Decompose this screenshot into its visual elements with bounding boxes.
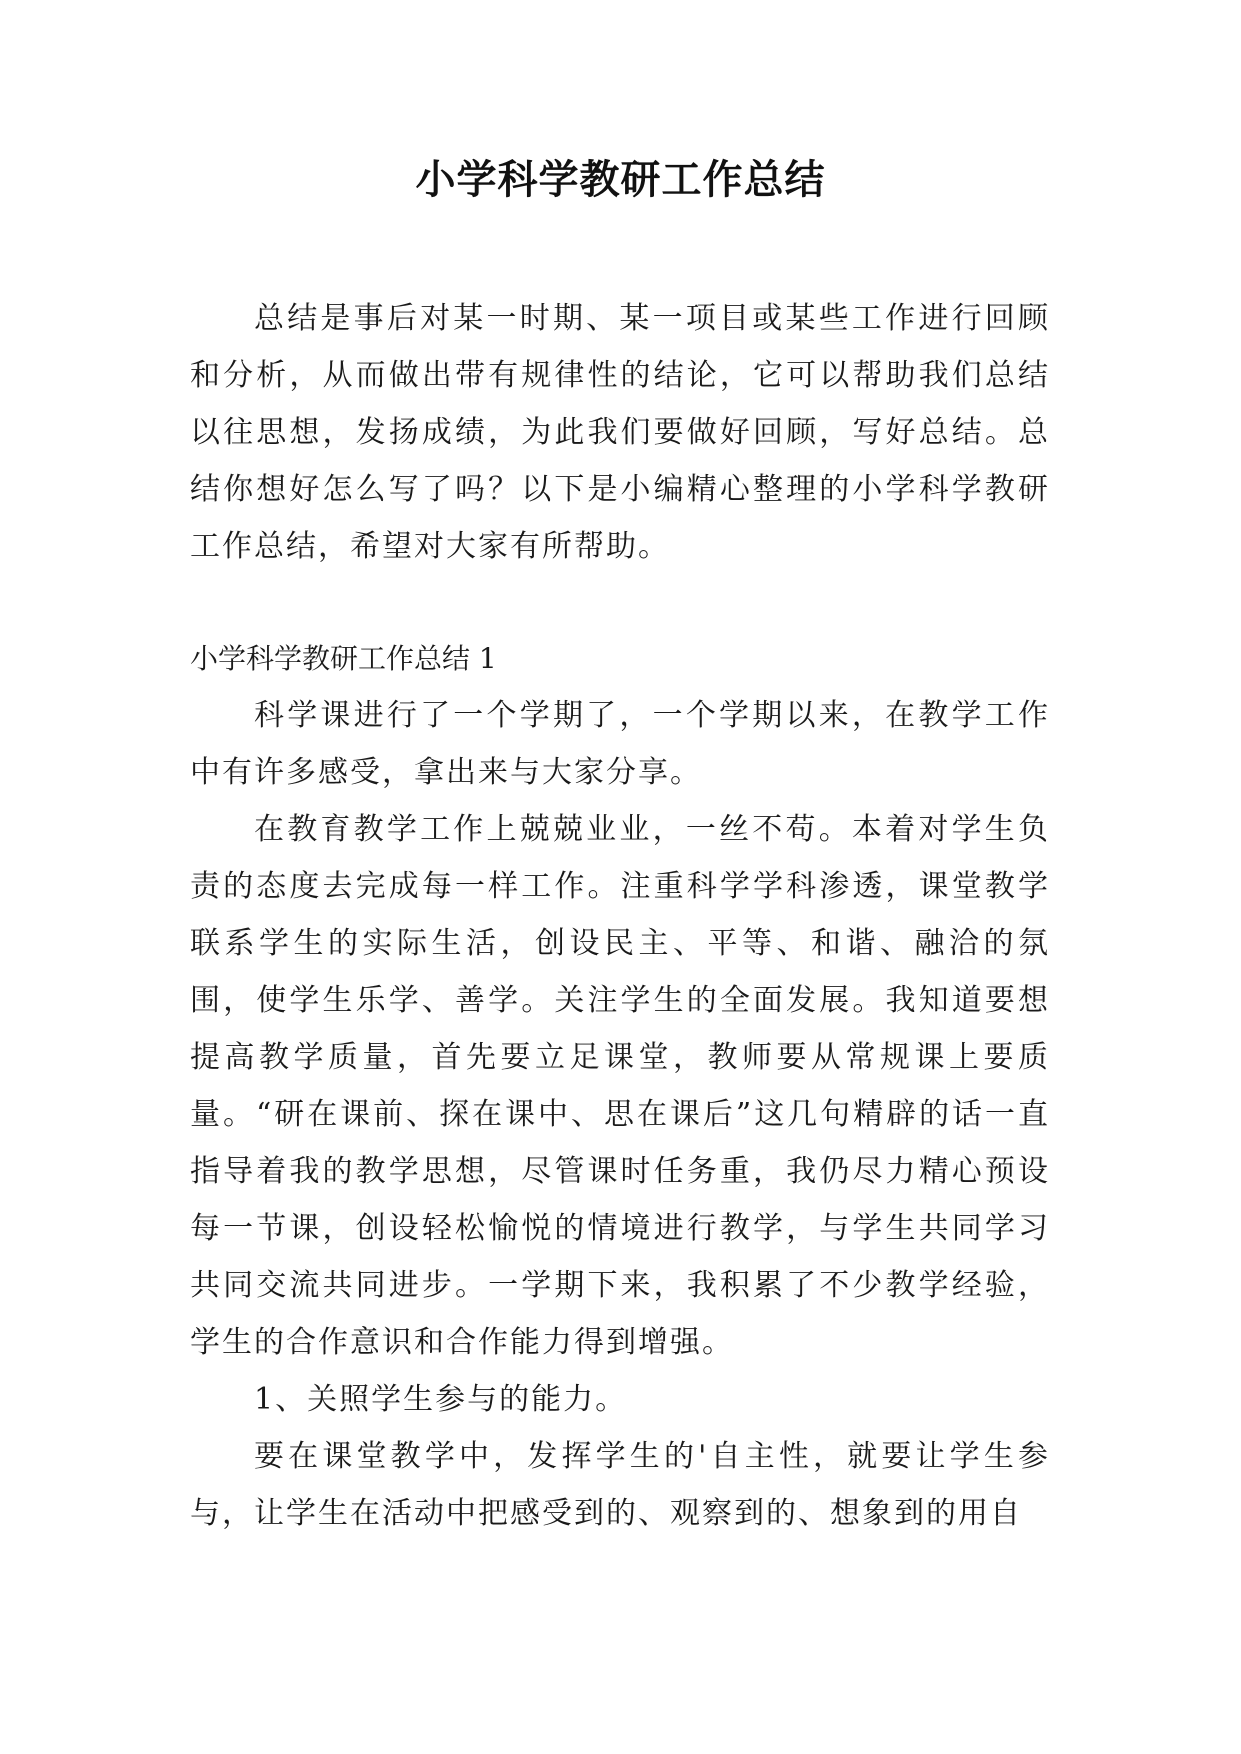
- intro-paragraph: 总结是事后对某一时期、某一项目或某些工作进行回顾和分析，从而做出带有规律性的结论，它可以帮助我们总结以往思想，发扬成绩，为此我们要做好回顾，写好总结。总结你想好怎么写了吗？以下是小编精心整理的小学科学教研工作总结，希望对大家有所帮助。: [190, 301, 1050, 564]
- body-paragraph-1: 科学课进行了一个学期了，一个学期以来，在教学工作中有许多感受，拿出来与大家分享。: [190, 698, 1050, 790]
- section-heading: 小学科学教研工作总结 1: [190, 642, 497, 675]
- document-title: 小学科学教研工作总结: [415, 156, 826, 203]
- body-paragraph-3: 要在课堂教学中，发挥学生的'自主性，就要让学生参与，让学生在活动中把感受到的、观察到的、想象到的用自: [190, 1439, 1050, 1531]
- body-paragraph-2: 在教育教学工作上兢兢业业，一丝不苟。本着对学生负责的态度去完成每一样工作。注重科学学科渗透，课堂教学联系学生的实际生活，创设民主、平等、和谐、融洽的氛围，使学生乐学、善学。关注学生的全面发展。我知道要想提高教学质量，首先要立足课堂，教师要从常规课上要质量。“研在课前、探在课中、思在课后”这几句精辟的话一直指导着我的教学思想，尽管课时任务重，我仍尽力精心预设每一节课，创设轻松愉悦的情境进行教学，与学生共同学习共同交流共同进步。一学期下来，我积累了不少教学经验，学生的合作意识和合作能力得到增强。: [190, 812, 1050, 1360]
- document-body: [190, 290, 1050, 1542]
- list-item-1: 1、关照学生参与的能力。: [254, 1382, 628, 1417]
